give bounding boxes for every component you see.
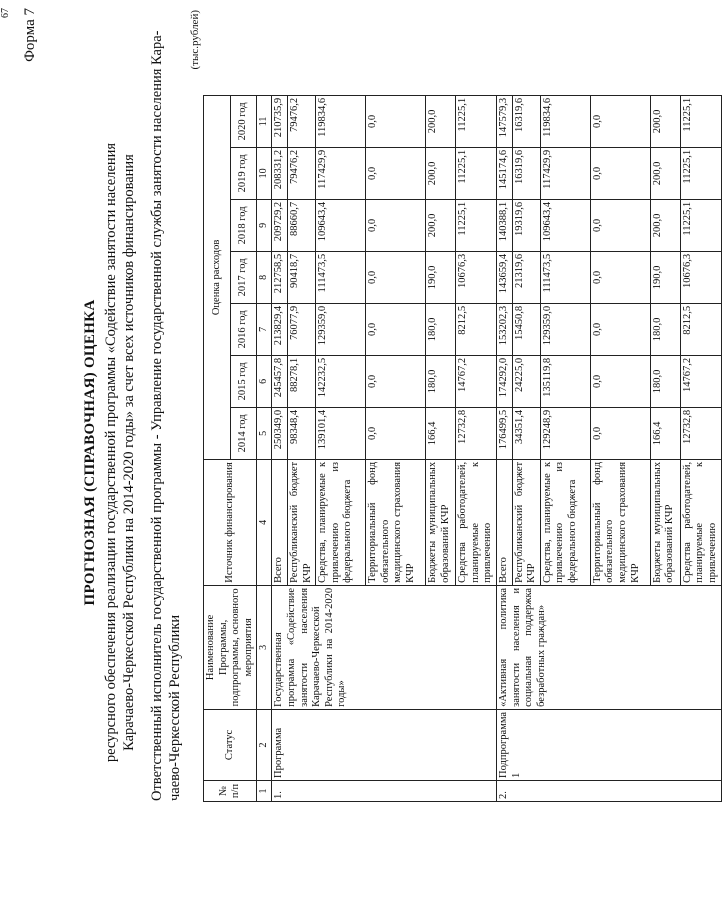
funding-source: Средства, планируемые к привлечению из федерального бюджета [540, 459, 590, 585]
funding-source: Средства, планируемые к привлечению из федерального бюджета [316, 459, 366, 585]
amount-cell: 174292,0 [496, 355, 512, 407]
header-num: № п/п [204, 781, 257, 802]
amount-cell: 176499,5 [496, 407, 512, 459]
amount-cell: 10676,3 [456, 251, 497, 303]
executor-line-1: Ответственный исполнитель государственной программы - Управление государственной службы занятости населения Кара- [149, 30, 165, 801]
amount-cell: 88660,7 [287, 199, 315, 251]
amount-cell: 0,0 [366, 407, 426, 459]
amount-cell: 111473,5 [540, 251, 590, 303]
amount-cell: 0,0 [366, 251, 426, 303]
amount-cell: 0,0 [366, 147, 426, 199]
amount-cell: 142232,5 [316, 355, 366, 407]
amount-cell: 0,0 [366, 199, 426, 251]
amount-cell: 0,0 [366, 303, 426, 355]
column-index: 8 [257, 251, 272, 303]
amount-cell: 0,0 [590, 407, 650, 459]
header-year: 2018 год [230, 199, 257, 251]
amount-cell: 79476,2 [287, 95, 315, 147]
row-status: Программа [272, 709, 497, 780]
amount-cell: 166,4 [650, 407, 680, 459]
column-index: 1 [257, 781, 272, 802]
amount-cell: 200,0 [426, 95, 456, 147]
subtitle-line-1: ресурсного обеспечения реализации государственной программы «Содействие занятости населения [103, 142, 119, 763]
column-index: 2 [257, 709, 272, 780]
amount-cell: 98348,4 [287, 407, 315, 459]
amount-cell: 139101,4 [316, 407, 366, 459]
amount-cell: 12732,8 [680, 407, 721, 459]
amount-cell: 145174,6 [496, 147, 512, 199]
amount-cell: 0,0 [590, 303, 650, 355]
program-name: «Активная политика занятости населения и социальная поддержка безработных граждан» [496, 585, 721, 709]
amount-cell: 24225,0 [512, 355, 540, 407]
amount-cell: 0,0 [366, 95, 426, 147]
funding-source: Республиканский бюджет КЧР [287, 459, 315, 585]
amount-cell: 16319,6 [512, 95, 540, 147]
funding-source: Всего [272, 459, 288, 585]
amount-cell: 0,0 [590, 199, 650, 251]
amount-cell: 14767,2 [680, 355, 721, 407]
amount-cell: 0,0 [590, 355, 650, 407]
amount-cell: 8212,5 [680, 303, 721, 355]
amount-cell: 109643,4 [540, 199, 590, 251]
column-index: 9 [257, 199, 272, 251]
column-index-row [257, 95, 272, 801]
amount-cell: 117429,9 [540, 147, 590, 199]
header-year: 2015 год [230, 355, 257, 407]
funding-source: Средства работодателей, планируемые к привлечению [680, 459, 721, 585]
amount-cell: 200,0 [650, 95, 680, 147]
amount-cell: 180,0 [650, 303, 680, 355]
table-row [272, 95, 288, 801]
amount-cell: 11225,1 [680, 199, 721, 251]
amount-cell: 180,0 [650, 355, 680, 407]
amount-cell: 0,0 [590, 251, 650, 303]
resource-estimate-table [203, 95, 722, 802]
amount-cell: 190,0 [650, 251, 680, 303]
header-estimate: Оценка расходов [204, 95, 231, 459]
amount-cell: 11225,1 [680, 147, 721, 199]
row-number: 1. [272, 781, 497, 802]
amount-cell: 200,0 [650, 147, 680, 199]
amount-cell: 190,0 [426, 251, 456, 303]
amount-cell: 19319,6 [512, 199, 540, 251]
column-index: 10 [257, 147, 272, 199]
amount-cell: 11225,1 [456, 95, 497, 147]
amount-cell: 0,0 [590, 147, 650, 199]
column-index: 11 [257, 95, 272, 147]
amount-cell: 12732,8 [456, 407, 497, 459]
amount-cell: 0,0 [590, 95, 650, 147]
amount-cell: 119834,6 [316, 95, 366, 147]
header-status: Статус [204, 709, 257, 780]
amount-cell: 111473,5 [316, 251, 366, 303]
header-year: 2020 год [230, 95, 257, 147]
amount-cell: 143659,4 [496, 251, 512, 303]
funding-source: Средства работодателей, планируемые к привлечению [456, 459, 497, 585]
amount-cell: 180,0 [426, 355, 456, 407]
amount-cell: 90418,7 [287, 251, 315, 303]
amount-cell: 250349,0 [272, 407, 288, 459]
amount-cell: 11225,1 [680, 95, 721, 147]
amount-cell: 16319,6 [512, 147, 540, 199]
row-status: Подпрограмма 1 [496, 709, 721, 780]
header-source: Источник финансирования [204, 459, 257, 585]
amount-cell: 119834,6 [540, 95, 590, 147]
amount-cell: 129359,0 [316, 303, 366, 355]
amount-cell: 76077,9 [287, 303, 315, 355]
column-index: 6 [257, 355, 272, 407]
amount-cell: 153202,3 [496, 303, 512, 355]
amount-cell: 200,0 [650, 199, 680, 251]
amount-cell: 34351,4 [512, 407, 540, 459]
amount-cell: 79476,2 [287, 147, 315, 199]
table-row [496, 95, 512, 801]
amount-cell: 212758,5 [272, 251, 288, 303]
column-index: 4 [257, 459, 272, 585]
amount-cell: 88278,1 [287, 355, 315, 407]
funding-source: Всего [496, 459, 512, 585]
column-index: 3 [257, 585, 272, 709]
amount-cell: 21319,6 [512, 251, 540, 303]
header-row-1 [204, 95, 231, 801]
executor-line-2: чаево-Черкесской Республики [167, 614, 183, 801]
amount-cell: 210735,9 [272, 95, 288, 147]
units-label: (тыс.рублей) [189, 10, 201, 70]
row-number: 2. [496, 781, 721, 802]
amount-cell: 109643,4 [316, 199, 366, 251]
funding-source: Республиканский бюджет КЧР [512, 459, 540, 585]
amount-cell: 15450,8 [512, 303, 540, 355]
table-body [272, 95, 721, 801]
amount-cell: 11225,1 [456, 147, 497, 199]
amount-cell: 117429,9 [316, 147, 366, 199]
amount-cell: 213829,4 [272, 303, 288, 355]
column-index: 5 [257, 407, 272, 459]
amount-cell: 140388,1 [496, 199, 512, 251]
amount-cell: 180,0 [426, 303, 456, 355]
funding-source: Территориальный фонд обязательного медицинского страхования КЧР [366, 459, 426, 585]
column-index: 7 [257, 303, 272, 355]
amount-cell: 200,0 [426, 199, 456, 251]
amount-cell: 200,0 [426, 147, 456, 199]
amount-cell: 245457,8 [272, 355, 288, 407]
header-year: 2019 год [230, 147, 257, 199]
header-name: Наименование Программы, подпрограммы, основного мероприятия [204, 585, 257, 709]
amount-cell: 14767,2 [456, 355, 497, 407]
amount-cell: 208331,2 [272, 147, 288, 199]
funding-source: Бюджеты муниципальных образований КЧР [650, 459, 680, 585]
document-title: ПРОГНОЗНАЯ (СПРАВОЧНАЯ) ОЦЕНКА [82, 299, 98, 606]
funding-source: Территориальный фонд обязательного медицинского страхования КЧР [590, 459, 650, 585]
funding-source: Бюджеты муниципальных образований КЧР [426, 459, 456, 585]
program-name: Государственная программа «Содействие занятости населения Карачаево-Черкесской Республики на 2014-2020 годы» [272, 585, 497, 709]
header-year: 2016 год [230, 303, 257, 355]
form-label: Форма 7 [22, 8, 38, 62]
amount-cell: 135119,8 [540, 355, 590, 407]
subtitle-line-2: Карачаево-Черкесской Республики на 2014-2020 годы» за счет всех источников финансирования [121, 154, 137, 751]
amount-cell: 8212,5 [456, 303, 497, 355]
header-year: 2017 год [230, 251, 257, 303]
amount-cell: 209729,2 [272, 199, 288, 251]
header-year: 2014 год [230, 407, 257, 459]
amount-cell: 129248,9 [540, 407, 590, 459]
amount-cell: 0,0 [366, 355, 426, 407]
page-number: 67 [0, 8, 11, 18]
amount-cell: 10676,3 [680, 251, 721, 303]
amount-cell: 11225,1 [456, 199, 497, 251]
amount-cell: 166,4 [426, 407, 456, 459]
amount-cell: 147579,3 [496, 95, 512, 147]
amount-cell: 129359,0 [540, 303, 590, 355]
